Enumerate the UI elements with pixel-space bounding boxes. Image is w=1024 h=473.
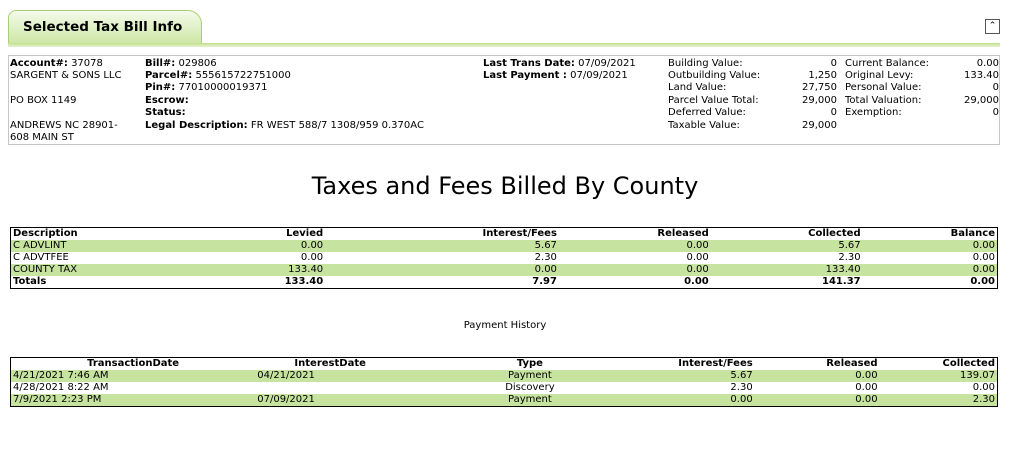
- value-amount: 0: [830, 58, 837, 69]
- table-cell: 7/9/2021 2:23 PM: [11, 394, 256, 407]
- column-header: Type: [516, 358, 543, 369]
- table-cell: Payment: [405, 370, 655, 382]
- column-header: Interest/Fees: [482, 228, 557, 239]
- table-cell: 0.00: [863, 240, 998, 252]
- table-cell: 0.00: [655, 394, 755, 407]
- table-cell: 0.00: [155, 240, 325, 252]
- value-label: Land Value:: [668, 82, 727, 93]
- value-amount: 1,250: [808, 70, 837, 81]
- column-header: Levied: [286, 228, 324, 239]
- last-payment: Last Payment : 07/09/2021: [483, 70, 628, 81]
- table-header-row: [11, 358, 998, 371]
- table-cell: 0.00: [863, 264, 998, 276]
- balance-label: Total Valuation:: [845, 95, 922, 106]
- table-cell: 0.00: [559, 240, 711, 252]
- tab-bar: [0, 0, 1000, 48]
- table-cell: Discovery: [505, 382, 555, 393]
- parcel-number: Parcel#: 555615722751000: [145, 70, 291, 81]
- value-label: Deferred Value:: [668, 107, 746, 118]
- table-cell: 2.30: [730, 382, 753, 393]
- table-cell: 0.00: [300, 252, 324, 263]
- table-cell: 0.00: [559, 264, 711, 276]
- table-row: [11, 370, 998, 382]
- status: Status:: [145, 107, 186, 118]
- table-cell: 133.40: [284, 276, 324, 287]
- balance-label: Current Balance:: [845, 58, 929, 69]
- table-cell: 133.40: [155, 264, 325, 276]
- payment-history-table: [10, 357, 998, 407]
- taxes-table: [10, 227, 998, 289]
- table-cell: Totals: [13, 276, 47, 287]
- payment-history-title: Payment History: [463, 320, 547, 331]
- balance-label: Original Levy:: [845, 70, 914, 81]
- value-label: Outbuilding Value:: [668, 70, 761, 81]
- table-cell: 0.00: [684, 276, 709, 287]
- table-cell: 2.30: [534, 252, 557, 263]
- table-cell: 07/09/2021: [255, 394, 405, 407]
- table-row: [11, 382, 998, 394]
- bill-info-panel: [8, 55, 1000, 145]
- balance-amount: 133.40: [964, 70, 999, 81]
- table-cell: 4/21/2021 7:46 AM: [11, 370, 256, 382]
- table-cell: 141.37: [822, 276, 861, 287]
- table-header-row: [11, 228, 998, 241]
- table-cell: 0.00: [325, 264, 559, 276]
- table-row: [11, 264, 998, 276]
- column-header: TransactionDate: [87, 358, 180, 369]
- balance-amount: 0.00: [976, 58, 999, 69]
- table-cell: 0.00: [755, 370, 880, 382]
- value-label: Parcel Value Total:: [668, 95, 759, 106]
- table-cell: C ADVTFEE: [13, 252, 69, 263]
- account-number: Account#: 37078: [10, 58, 103, 69]
- balance-amount: 0: [992, 107, 999, 118]
- table-row: [11, 394, 998, 407]
- taxes-section-title: Taxes and Fees Billed By County: [311, 172, 699, 200]
- table-cell: 5.67: [325, 240, 559, 252]
- value-amount: 0: [830, 107, 837, 118]
- column-header: Interest/Fees: [678, 358, 753, 369]
- value-amount: 29,000: [802, 95, 837, 106]
- table-cell: 0.00: [970, 276, 995, 287]
- table-cell: 5.67: [655, 370, 755, 382]
- table-cell: COUNTY TAX: [11, 264, 156, 276]
- address-line-1: PO BOX 1149: [10, 95, 77, 106]
- column-header: Collected: [942, 358, 995, 369]
- value-amount: 27,750: [802, 82, 837, 93]
- value-amount: 29,000: [802, 120, 837, 131]
- table-cell: 0.00: [855, 382, 878, 393]
- owner-name: SARGENT & SONS LLC: [10, 70, 122, 81]
- last-trans-date: Last Trans Date: 07/09/2021: [483, 58, 636, 69]
- column-header: Collected: [808, 228, 861, 239]
- table-cell: [255, 382, 405, 394]
- value-label: Taxable Value:: [668, 120, 740, 131]
- tab-underline: [8, 43, 1000, 47]
- table-cell: 0.00: [972, 382, 995, 393]
- table-cell: 7.97: [532, 276, 557, 287]
- balance-amount: 0: [992, 82, 999, 93]
- table-cell: 4/28/2021 8:22 AM: [13, 382, 109, 393]
- table-row: [11, 240, 998, 252]
- address-line-2: ANDREWS NC 28901-: [10, 120, 118, 131]
- column-header: Released: [826, 358, 878, 369]
- column-header: Balance: [950, 228, 995, 239]
- balance-amount: 29,000: [964, 95, 999, 106]
- legal-description: Legal Description: FR WEST 588/7 1308/959 0.370AC: [145, 120, 424, 131]
- value-label: Building Value:: [668, 58, 743, 69]
- totals-row: [11, 276, 998, 289]
- double-chevron-up-icon[interactable]: ⌃: [985, 19, 1000, 34]
- table-cell: 0.00: [972, 252, 995, 263]
- table-cell: 0.00: [686, 252, 709, 263]
- table-cell: 04/21/2021: [255, 370, 405, 382]
- column-header: Description: [13, 228, 78, 239]
- table-cell: 2.30: [880, 394, 998, 407]
- table-cell: 133.40: [711, 264, 863, 276]
- address-line-3: 608 MAIN ST: [10, 132, 74, 143]
- table-cell: 2.30: [838, 252, 861, 263]
- table-cell: 0.00: [755, 394, 880, 407]
- table-cell: Payment: [405, 394, 655, 407]
- column-header: InterestDate: [294, 358, 366, 369]
- balance-label: Personal Value:: [845, 82, 922, 93]
- table-cell: C ADVLINT: [11, 240, 156, 252]
- pin-number: Pin#: 77010000019371: [145, 82, 268, 93]
- escrow: Escrow:: [145, 95, 189, 106]
- table-row: [11, 252, 998, 264]
- table-cell: 5.67: [711, 240, 863, 252]
- bill-number: Bill#: 029806: [145, 58, 217, 69]
- tab-title: Selected Tax Bill Info: [23, 19, 183, 35]
- table-cell: 139.07: [880, 370, 998, 382]
- column-header: Released: [657, 228, 709, 239]
- balance-label: Exemption:: [845, 107, 902, 118]
